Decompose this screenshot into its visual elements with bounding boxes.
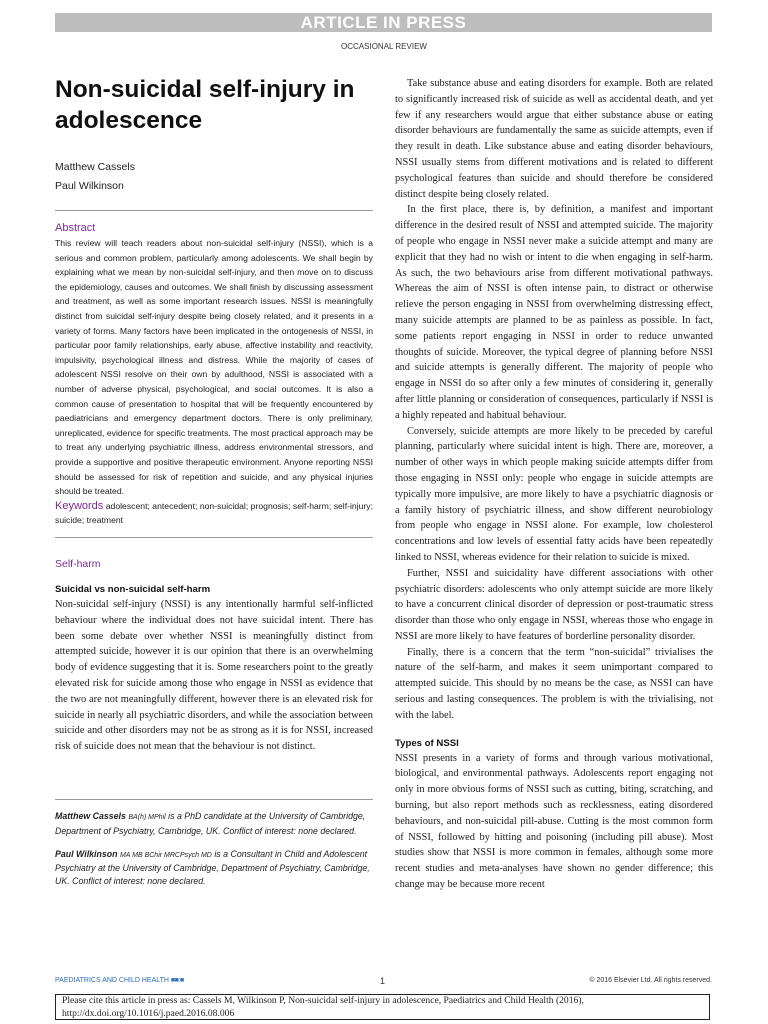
body-paragraph: Take substance abuse and eating disorders for example. Both are related to significantly increased risk of suicide as well as accidental death, and yet few if any researchers would argue that either substance abuse or eating disorder behaviours are fundamentally the same as suicide attempts, even if they result in death. Like substance abuse and eating disorder behaviours, NSSI usually stems from different motivations and is related to different psychological features than suicide and should therefore be considered distinct despite being closely related. [395,78,713,200]
author-bio [55,848,373,888]
page-footer [55,976,712,988]
subsection-heading: Types of NSSI [395,737,459,749]
issue-marker-icon: ■■:■ [170,977,184,984]
citation-box: Please cite this article in press as: Cassels M, Wilkinson P, Non-suicidal self-injury in adolescence, Paediatrics and Child Health (2016), http://dx.doi.org/10.1016/j.paed.2016.08.006 [55,994,710,1020]
right-column [395,76,713,893]
page-number: 1 [380,976,386,986]
subsection-heading: Suicidal vs non-suicidal self-harm [55,584,211,596]
abstract-heading: Abstract [55,222,96,234]
copyright: © 2016 Elsevier Ltd. All rights reserved. [589,977,712,984]
body-paragraph: Non-suicidal self-injury (NSSI) is any intentionally harmful self-inflicted behaviour where the individual does not have suicidal intent. There has been some debate over whether NSSI is meaningfully distinct from attempted suicide, however it is our opinion that there is an overwhelming body of evidence suggesting that it is. Some researchers point to the greatly elevated risk for suicide among those who engage in NSSI as evidence that the two are not meaningfully different, however there is an elevated risk for suicide in nearly all psychiatric disorders, and while the association between suicide and other disorders may not be as strong as it is for NSSI, increased risk of suicide does not mean that the behaviour is not distinct. [55,599,373,753]
divider [55,799,373,800]
author-list [55,158,373,195]
section-heading-self-harm: Self-harm [55,558,101,571]
body-paragraph: Conversely, suicide attempts are more likely to be preceded by careful planning, particularly where suicidal intent is high. There are, moreover, a number of other ways in which people making suicide attempts differ from those engaging in NSSI only: people who engage in suicide attempts are typically more impulsive, are more likely to have a psychiatric diagnosis or a family history of psychiatric illness, and show different neurobiology from people who engage in NSSI alone. For example, low cholesterol concentrations and low levels of essential fatty acids have been repeatedly linked to NSSI, whereas evidence for their relation to suicide is mixed. [395,425,713,563]
bio-credentials: MA MB BChir MRCPsych MD [119,851,212,859]
bio-text: is a Consultant in Child and Adolescent Psychiatry at the University of Cambridge, Department of Psychiatry, Cambridge, UK. Conflict of interest: none declared. [55,848,370,887]
title-line-1: Non-suicidal self-injury in [55,76,355,103]
bio-credentials: BA(h) MPhil [128,814,166,822]
author-name: Paul Wilkinson [55,179,124,192]
keywords-heading: Keywords [55,499,104,512]
abstract-body: This review will teach readers about non-suicidal self-injury (NSSI), which is a serious and common problem, particularly among adolescents. We shall begin by explaining what we mean by non-suicidal self-injury, and then move on to discuss the epidemiology, causes and outcomes. We shall finish by discussing assessment and treatment, as well as some important research issues. NSSI is meaningfully distinct from suicidal self-injury despite being closely related, and it presents in a variety of forms. Many factors have been implicated in the ontogenesis of NSSI, in particular poor family relationships, early abuse, affective instability and reactivity, impulsivity, psychological illness and distress. While the majority of cases of adolescent NSSI resolve on their own by adulthood, NSSI is associated with a number of adverse physical, psychological, and social outcomes. It is also a common cause of presentation to hospital that will be frequently encountered by paediatricians and emergency department doctors. There is only preliminary, unreplicated, evidence for specific treatments. The most practical approach may be to treat any underlying psychiatric illness, address environmental stressors, and provide a supportive and positive therapeutic environment. Anyone reporting NSSI should be assessed for risk of repetition and suicide, and any physical injuries should be treated. [55,238,373,497]
left-column [55,74,373,888]
bio-name: Paul Wilkinson [55,848,118,859]
keywords-text: adolescent; antecedent; non-suicidal; prognosis; self-harm; self-injury; suicide; treatment [55,500,373,525]
author-bio [55,810,373,838]
bio-name: Matthew Cassels [55,811,126,822]
title-line-2: adolescence [55,107,203,134]
body-paragraph: Further, NSSI and suicidality have different associations with other psychiatric disorders: adolescents who only attempt suicide are more likely to have a concurrent clinical disorder of depression or post-traumatic stress disorder than those who only engage in NSSI, whereas those who engage in NSSI are more likely to have features of borderline personality disorder. [395,567,713,642]
keywords [55,499,373,527]
article-title [55,74,373,136]
bio-text: is a PhD candidate at the University of Cambridge, Department of Psychiatry, Cambridge, UK. Conflict of interest: none declared. [55,811,366,836]
body-paragraph: Finally, there is a concern that the term “non-suicidal” trivialises the nature of the self-harm, and makes it seem unimportant compared to attempted suicide. This should by no means be the case, as NSSI can have serious and lasting consequences. The problem is with the trivialising, not with the label. [395,646,713,721]
author-name: Matthew Cassels [55,161,135,173]
journal-title: PAEDIATRICS AND CHILD HEALTH [55,977,169,984]
divider [55,537,373,538]
article-in-press-banner: ARTICLE IN PRESS [55,13,712,32]
body-paragraph: In the first place, there is, by definition, a manifest and important difference in the desired result of NSSI and attempted suicide. The majority of people who engage in NSSI never make a suicide attempt and many are explicit that they had no wish or intent to die when engaging in self-harm. As such, the two behaviours arise from different motivational pathways. Whereas the aim of NSSI is often intense pain, to distract or otherwise relieve the person engaging in NSSI from overwhelming distressing effect, many suicide attempts are planned to be as painless as possible. In fact, some patients report engaging in NSSI in order to reduce unwanted thoughts of suicide. Moreover, the typical degree of planning before NSSI and suicide attempts is generally different. The majority of people who engage in NSSI do so after only a few minutes of considering it, generally after little planning or consideration of consequences, particularly if NSSI is a highly repeated and habitual behaviour. [395,204,713,421]
journal-name [55,977,184,984]
divider [55,210,373,211]
body-paragraph: NSSI presents in a variety of forms and through various motivational, biological, and environmental pathways. Adolescents report engaging not only in more obvious forms of NSSI such as cutting, biting, scratching, and burning, but also report methods such as recklessness, eating disordered behaviours, and non-suicidal pill-abuse. Cutting is the most common form of NSSI, followed by hitting and poisoning (including pill abuse). Most studies show that NSSI is more common in females, although some more recent studies and meta-analyses have shown no gender difference; this change may be because more recent [395,752,713,891]
section-label: OCCASIONAL REVIEW [341,42,427,51]
